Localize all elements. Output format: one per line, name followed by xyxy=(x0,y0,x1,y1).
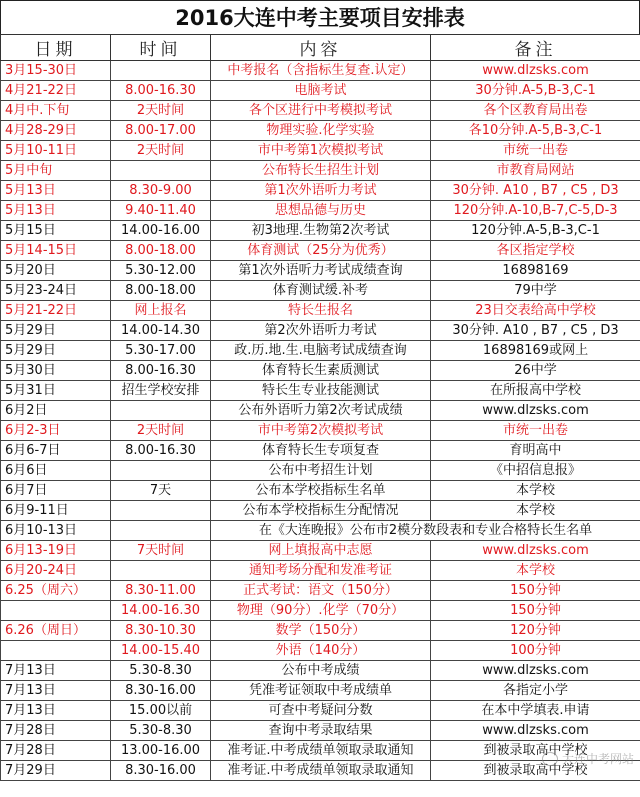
cell-note: 26中学 xyxy=(431,361,640,381)
cell-date: 6月20-24日 xyxy=(1,561,111,581)
cell-date: 6月2-3日 xyxy=(1,421,111,441)
cell-time: 8.00-16.30 xyxy=(111,361,211,381)
table-row xyxy=(1,501,640,521)
cell-time: 8.30-16.00 xyxy=(111,761,211,781)
cell-content: 凭准考证领取中考成绩单 xyxy=(211,681,431,701)
cell-note: 在本中学填表.申请 xyxy=(431,701,640,721)
cell-time: 2天时间 xyxy=(111,421,211,441)
watermark-text: 大连中考网站 xyxy=(561,752,634,766)
cell-content: 网上填报高中志愿 xyxy=(211,541,431,561)
cell-date: 7月13日 xyxy=(1,701,111,721)
cell-content: 第1次外语听力考试 xyxy=(211,181,431,201)
cell-content: 电脑考试 xyxy=(211,81,431,101)
cell-content: 准考证.中考成绩单领取录取通知 xyxy=(211,761,431,781)
cell-time: 8.00-18.00 xyxy=(111,241,211,261)
table-row xyxy=(1,161,640,181)
cell-note: 市统一出卷 xyxy=(431,141,640,161)
table-row xyxy=(1,701,640,721)
cell-note: 30分钟.A-5,B-3,C-1 xyxy=(431,81,640,101)
header-row xyxy=(1,35,640,61)
cell-date: 5月29日 xyxy=(1,321,111,341)
cell-time: 7天 xyxy=(111,481,211,501)
table-row xyxy=(1,281,640,301)
cell-content: 公布中考成绩 xyxy=(211,661,431,681)
cell-content: 物理（90分）.化学（70分） xyxy=(211,601,431,621)
table-row xyxy=(1,201,640,221)
cell-note: 150分钟 xyxy=(431,601,640,621)
cell-content: 市中考第2次模拟考试 xyxy=(211,421,431,441)
table-row xyxy=(1,721,640,741)
table-row xyxy=(1,561,640,581)
cell-time: 网上报名 xyxy=(111,301,211,321)
cell-note: 23日交表给高中学校 xyxy=(431,301,640,321)
header-content: 内容 xyxy=(211,35,431,61)
cell-time: 14.00-16.30 xyxy=(111,601,211,621)
cell-note: www.dlzsks.com xyxy=(431,661,640,681)
cell-time: 2天时间 xyxy=(111,141,211,161)
cell-content: 体育特长生专项复查 xyxy=(211,441,431,461)
cell-content: 物理实验.化学实验 xyxy=(211,121,431,141)
cell-time: 5.30-12.00 xyxy=(111,261,211,281)
cell-time: 9.40-11.40 xyxy=(111,201,211,221)
cell-content: 思想品德与历史 xyxy=(211,201,431,221)
cell-time xyxy=(111,501,211,521)
table-row xyxy=(1,181,640,201)
cell-time: 8.00-16.30 xyxy=(111,441,211,461)
cell-note: www.dlzsks.com xyxy=(431,401,640,421)
cell-time xyxy=(111,61,211,81)
cell-note: 市教育局网站 xyxy=(431,161,640,181)
cell-date: 6月6-7日 xyxy=(1,441,111,461)
table-row xyxy=(1,741,640,761)
cell-date: 6月10-13日 xyxy=(1,521,111,541)
cell-content: 公布外语听力第2次考试成绩 xyxy=(211,401,431,421)
cell-note: 79中学 xyxy=(431,281,640,301)
table-row xyxy=(1,61,640,81)
table-row xyxy=(1,481,640,501)
cell-date: 5月14-15日 xyxy=(1,241,111,261)
cell-note: 30分钟. A10 , B7 , C5 , D3 xyxy=(431,181,640,201)
table-row xyxy=(1,661,640,681)
table-row xyxy=(1,521,640,541)
cell-date: 5月29日 xyxy=(1,341,111,361)
cell-time xyxy=(111,461,211,481)
cell-note: 150分钟 xyxy=(431,581,640,601)
cell-date: 5月15日 xyxy=(1,221,111,241)
cell-note: 各指定小学 xyxy=(431,681,640,701)
cell-note: 120分钟 xyxy=(431,621,640,641)
cell-content: 公布本学校指标生分配情况 xyxy=(211,501,431,521)
cell-time: 8.00-18.00 xyxy=(111,281,211,301)
table-row xyxy=(1,761,640,781)
cell-date: 6月2日 xyxy=(1,401,111,421)
cell-note: 30分钟. A10 , B7 , C5 , D3 xyxy=(431,321,640,341)
cell-time: 8.30-11.00 xyxy=(111,581,211,601)
header-date: 日期 xyxy=(1,35,111,61)
cell-date: 4月21-22日 xyxy=(1,81,111,101)
cell-time: 5.30-17.00 xyxy=(111,341,211,361)
table-row xyxy=(1,621,640,641)
cell-content: 准考证.中考成绩单领取录取通知 xyxy=(211,741,431,761)
cell-content: 公布本学校指标生名单 xyxy=(211,481,431,501)
cell-time: 5.30-8.30 xyxy=(111,661,211,681)
table-row xyxy=(1,421,640,441)
cell-time: 15.00以前 xyxy=(111,701,211,721)
table-row xyxy=(1,401,640,421)
table-row xyxy=(1,221,640,241)
cell-time: 5.30-8.30 xyxy=(111,721,211,741)
cell-date: 6.26（周日） xyxy=(1,621,111,641)
cell-content: 公布中考招生计划 xyxy=(211,461,431,481)
cell-date: 7月13日 xyxy=(1,681,111,701)
cell-date: 5月中旬 xyxy=(1,161,111,181)
cell-note: 本学校 xyxy=(431,481,640,501)
table-row xyxy=(1,441,640,461)
cell-time: 8.00-17.00 xyxy=(111,121,211,141)
table-row xyxy=(1,381,640,401)
cell-content: 在《大连晚报》公布市2模分数段表和专业合格特长生名单 xyxy=(211,521,640,541)
cell-date: 5月20日 xyxy=(1,261,111,281)
cell-date: 7月28日 xyxy=(1,741,111,761)
table-row xyxy=(1,341,640,361)
table-row xyxy=(1,141,640,161)
cell-content: 第1次外语听力考试成绩查询 xyxy=(211,261,431,281)
cell-content: 政.历.地.生.电脑考试成绩查询 xyxy=(211,341,431,361)
cell-time: 13.00-16.00 xyxy=(111,741,211,761)
cell-note: 市统一出卷 xyxy=(431,421,640,441)
page-title: 2016大连中考主要项目安排表 xyxy=(0,0,640,34)
table-row xyxy=(1,261,640,281)
cell-date: 6.25（周六） xyxy=(1,581,111,601)
cell-date: 4月28-29日 xyxy=(1,121,111,141)
cell-note: www.dlzsks.com xyxy=(431,61,640,81)
cell-time xyxy=(111,561,211,581)
cell-time: 14.00-15.40 xyxy=(111,641,211,661)
cell-time: 8.30-16.00 xyxy=(111,681,211,701)
cell-content: 查询中考录取结果 xyxy=(211,721,431,741)
cell-date: 7月29日 xyxy=(1,761,111,781)
cell-date: 5月23-24日 xyxy=(1,281,111,301)
cell-date: 5月30日 xyxy=(1,361,111,381)
cell-date xyxy=(1,641,111,661)
cell-content: 数学（150分） xyxy=(211,621,431,641)
cell-note: 育明高中 xyxy=(431,441,640,461)
cell-note: 到被录取高中学校 xyxy=(431,761,640,781)
schedule-table xyxy=(0,34,640,781)
cell-time: 招生学校安排 xyxy=(111,381,211,401)
cell-content: 各个区进行中考模拟考试 xyxy=(211,101,431,121)
table-row xyxy=(1,641,640,661)
cell-note: 本学校 xyxy=(431,561,640,581)
cell-content: 体育测试缓.补考 xyxy=(211,281,431,301)
cell-date: 5月31日 xyxy=(1,381,111,401)
cell-date: 6月6日 xyxy=(1,461,111,481)
cell-date: 3月15-30日 xyxy=(1,61,111,81)
cell-content: 通知考场分配和发准考证 xyxy=(211,561,431,581)
cell-date: 4月中.下旬 xyxy=(1,101,111,121)
cell-content: 体育特长生素质测试 xyxy=(211,361,431,381)
cell-date: 5月13日 xyxy=(1,201,111,221)
cell-time: 14.00-14.30 xyxy=(111,321,211,341)
cell-note: 各个区教育局出卷 xyxy=(431,101,640,121)
table-row xyxy=(1,601,640,621)
cell-note: 各区指定学校 xyxy=(431,241,640,261)
cell-time: 2天时间 xyxy=(111,101,211,121)
cell-time xyxy=(111,401,211,421)
cell-content: 第2次外语听力考试 xyxy=(211,321,431,341)
cell-content: 市中考第1次模拟考试 xyxy=(211,141,431,161)
cell-note: 16898169或网上 xyxy=(431,341,640,361)
cell-content: 可查中考疑问分数 xyxy=(211,701,431,721)
header-note: 备注 xyxy=(431,35,640,61)
cell-time: 8.30-9.00 xyxy=(111,181,211,201)
table-row xyxy=(1,461,640,481)
cell-content: 公布特长生招生计划 xyxy=(211,161,431,181)
cell-note: 120分钟.A-5,B-3,C-1 xyxy=(431,221,640,241)
table-row xyxy=(1,121,640,141)
table-row xyxy=(1,681,640,701)
cell-note: 各10分钟.A-5,B-3,C-1 xyxy=(431,121,640,141)
table-row xyxy=(1,321,640,341)
cell-time: 8.00-16.30 xyxy=(111,81,211,101)
cell-time: 8.30-10.30 xyxy=(111,621,211,641)
cell-content: 特长生专业技能测试 xyxy=(211,381,431,401)
cell-content: 外语（140分） xyxy=(211,641,431,661)
cell-date: 7月28日 xyxy=(1,721,111,741)
cell-content: 正式考试：语文（150分） xyxy=(211,581,431,601)
cell-time: 14.00-16.00 xyxy=(111,221,211,241)
cell-time xyxy=(111,521,211,541)
cell-time xyxy=(111,161,211,181)
cell-note: 120分钟.A-10,B-7,C-5,D-3 xyxy=(431,201,640,221)
table-row xyxy=(1,241,640,261)
cell-date: 5月10-11日 xyxy=(1,141,111,161)
cell-date: 5月13日 xyxy=(1,181,111,201)
cell-date: 6月9-11日 xyxy=(1,501,111,521)
cell-content: 初3地理.生物第2次考试 xyxy=(211,221,431,241)
cell-date: 6月7日 xyxy=(1,481,111,501)
header-time: 时间 xyxy=(111,35,211,61)
cell-date xyxy=(1,601,111,621)
cell-note: 在所报高中学校 xyxy=(431,381,640,401)
cell-date: 6月13-19日 xyxy=(1,541,111,561)
cell-content: 体育测试（25分为优秀） xyxy=(211,241,431,261)
table-row xyxy=(1,361,640,381)
cell-content: 中考报名（含指标生复查.认定） xyxy=(211,61,431,81)
table-row xyxy=(1,301,640,321)
cell-date: 5月21-22日 xyxy=(1,301,111,321)
cell-note: www.dlzsks.com xyxy=(431,541,640,561)
cell-note: www.dlzsks.com xyxy=(431,721,640,741)
cell-date: 7月13日 xyxy=(1,661,111,681)
cell-note: 《中招信息报》 xyxy=(431,461,640,481)
table-row xyxy=(1,541,640,561)
cell-content: 特长生报名 xyxy=(211,301,431,321)
cell-note: 100分钟 xyxy=(431,641,640,661)
table-row xyxy=(1,101,640,121)
cell-time: 7天时间 xyxy=(111,541,211,561)
cell-note: 本学校 xyxy=(431,501,640,521)
table-row xyxy=(1,581,640,601)
table-row xyxy=(1,81,640,101)
cell-note: 16898169 xyxy=(431,261,640,281)
cell-note: 到被录取高中学校 xyxy=(431,741,640,761)
